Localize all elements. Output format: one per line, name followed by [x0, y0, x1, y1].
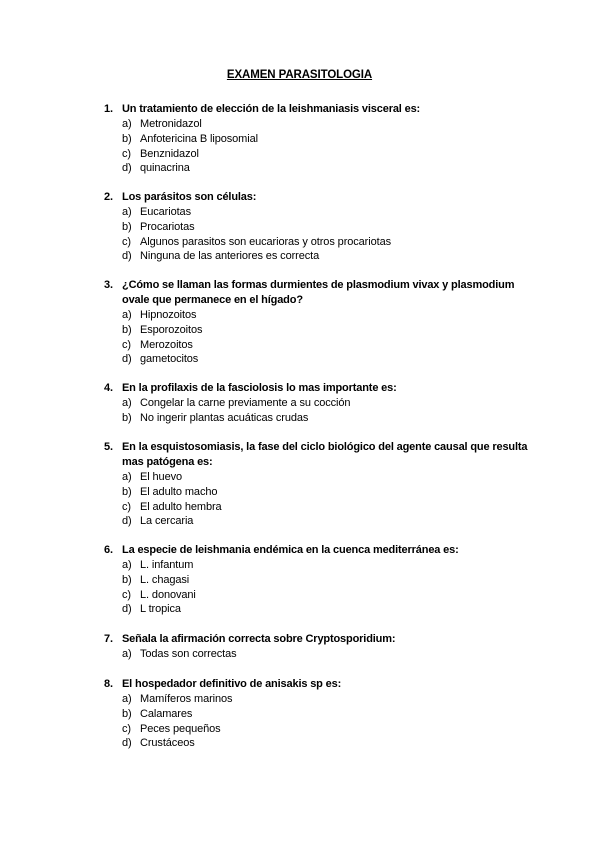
question-6	[104, 543, 544, 617]
option-item	[122, 235, 544, 250]
option-list	[104, 308, 544, 367]
question-number: 3.	[104, 279, 113, 291]
option-text: Ninguna de las anteriores es correcta	[140, 250, 320, 263]
option-item	[122, 485, 544, 500]
question-text: El hospedador definitivo de anisakis sp es:	[122, 678, 342, 690]
question-stem	[104, 677, 544, 692]
option-text: Metronidazol	[140, 118, 202, 130]
option-item	[122, 161, 544, 176]
option-item	[122, 470, 544, 485]
option-text: quinacrina	[140, 162, 190, 175]
option-text: Anfotericina B liposomial	[140, 132, 258, 145]
question-1	[104, 102, 544, 176]
question-number: 4.	[104, 382, 113, 394]
option-item	[122, 736, 544, 751]
option-list	[104, 558, 544, 617]
option-text: Calamares	[140, 707, 193, 720]
question-number: 1.	[104, 103, 113, 115]
option-item	[122, 514, 544, 529]
question-text: Los parásitos son células:	[122, 191, 257, 203]
question-text: En la esquistosomiasis, la fase del ciclo biológico del agente causal que resulta mas patógena es:	[122, 441, 528, 468]
option-letter: a)	[122, 118, 132, 130]
option-text: Mamíferos marinos	[140, 693, 233, 705]
option-letter: a)	[122, 559, 132, 571]
option-item	[122, 117, 544, 132]
question-number: 5.	[104, 441, 113, 453]
option-list	[104, 117, 544, 176]
option-text: L. infantum	[140, 559, 194, 571]
option-letter: c)	[122, 500, 131, 513]
question-text: Un tratamiento de elección de la leishmaniasis visceral es:	[122, 103, 421, 115]
option-item	[122, 411, 544, 426]
question-stem	[104, 632, 544, 647]
option-letter: a)	[122, 206, 132, 218]
option-item	[122, 396, 544, 411]
question-text: En la profilaxis de la fasciolosis lo mas importante es:	[122, 382, 397, 394]
option-text: Eucariotas	[140, 206, 191, 218]
question-number: 2.	[104, 191, 113, 203]
option-item	[122, 220, 544, 235]
option-letter: b)	[122, 220, 132, 233]
option-letter: a)	[122, 648, 132, 660]
question-stem	[104, 102, 544, 117]
question-stem	[104, 190, 544, 205]
option-item	[122, 692, 544, 707]
option-text: No ingerir plantas acuáticas crudas	[140, 411, 309, 424]
option-letter: c)	[122, 588, 131, 601]
option-letter: a)	[122, 471, 132, 483]
option-list	[104, 692, 544, 751]
option-letter: c)	[122, 722, 131, 735]
option-text: L tropica	[140, 603, 181, 616]
question-7	[104, 632, 544, 662]
question-stem	[104, 543, 544, 558]
option-letter: d)	[122, 603, 132, 616]
option-list	[104, 470, 544, 529]
question-stem	[104, 278, 544, 308]
option-item	[122, 147, 544, 162]
question-stem	[104, 381, 544, 396]
option-item	[122, 722, 544, 737]
option-text: Algunos parasitos son eucarioras y otros procariotas	[140, 235, 391, 248]
option-item	[122, 308, 544, 323]
option-letter: d)	[122, 250, 132, 263]
option-letter: c)	[122, 147, 131, 160]
option-letter: d)	[122, 162, 132, 175]
option-letter: a)	[122, 309, 132, 321]
question-text: La especie de leishmania endémica en la cuenca mediterránea es:	[122, 544, 459, 556]
option-list	[104, 205, 544, 264]
option-text: El huevo	[140, 471, 183, 483]
option-letter: b)	[122, 485, 132, 498]
option-item	[122, 647, 544, 662]
option-text: Esporozoitos	[140, 323, 203, 336]
option-text: gametocitos	[140, 353, 199, 366]
option-text: Procariotas	[140, 220, 195, 233]
option-letter: b)	[122, 707, 132, 720]
option-text: La cercaria	[140, 515, 194, 528]
question-number: 7.	[104, 633, 113, 645]
option-item	[122, 352, 544, 367]
option-item	[122, 205, 544, 220]
option-item	[122, 588, 544, 603]
option-item	[122, 132, 544, 147]
option-letter: b)	[122, 411, 132, 424]
option-text: Todas son correctas	[140, 648, 237, 660]
option-text: Hipnozoitos	[140, 309, 197, 321]
question-number: 8.	[104, 678, 113, 690]
option-letter: b)	[122, 573, 132, 586]
question-5	[104, 440, 544, 529]
option-text: Benznidazol	[140, 147, 199, 160]
question-text: ¿Cómo se llaman las formas durmientes de plasmodium vivax y plasmodium ovale que permanece en el hígado?	[122, 279, 515, 306]
question-2	[104, 190, 544, 264]
question-stem	[104, 440, 544, 470]
option-letter: b)	[122, 323, 132, 336]
option-letter: d)	[122, 515, 132, 528]
question-4	[104, 381, 544, 426]
option-letter: b)	[122, 132, 132, 145]
option-text: Congelar la carne previamente a su cocción	[140, 397, 351, 409]
option-list	[104, 396, 544, 426]
option-letter: c)	[122, 235, 131, 248]
option-item	[122, 338, 544, 353]
option-text: Merozoitos	[140, 338, 193, 351]
exam-title: EXAMEN PARASITOLOGIA	[226, 69, 373, 81]
option-letter: c)	[122, 338, 131, 351]
question-3	[104, 278, 544, 367]
option-text: El adulto hembra	[140, 500, 222, 513]
option-list	[104, 647, 544, 662]
option-item	[122, 707, 544, 722]
option-item	[122, 323, 544, 338]
option-letter: d)	[122, 353, 132, 366]
question-8	[104, 677, 544, 751]
option-text: Crustáceos	[140, 737, 195, 750]
option-item	[122, 500, 544, 515]
option-text: L. chagasi	[140, 573, 190, 586]
option-letter: a)	[122, 693, 132, 705]
option-text: El adulto macho	[140, 485, 218, 498]
option-text: Peces pequeños	[140, 722, 221, 735]
option-letter: a)	[122, 397, 132, 409]
option-item	[122, 249, 544, 264]
option-item	[122, 573, 544, 588]
option-item	[122, 558, 544, 573]
question-text: Señala la afirmación correcta sobre Cryptosporidium:	[122, 633, 396, 645]
option-item	[122, 602, 544, 617]
option-letter: d)	[122, 737, 132, 750]
option-text: L. donovani	[140, 588, 196, 601]
question-number: 6.	[104, 544, 113, 556]
